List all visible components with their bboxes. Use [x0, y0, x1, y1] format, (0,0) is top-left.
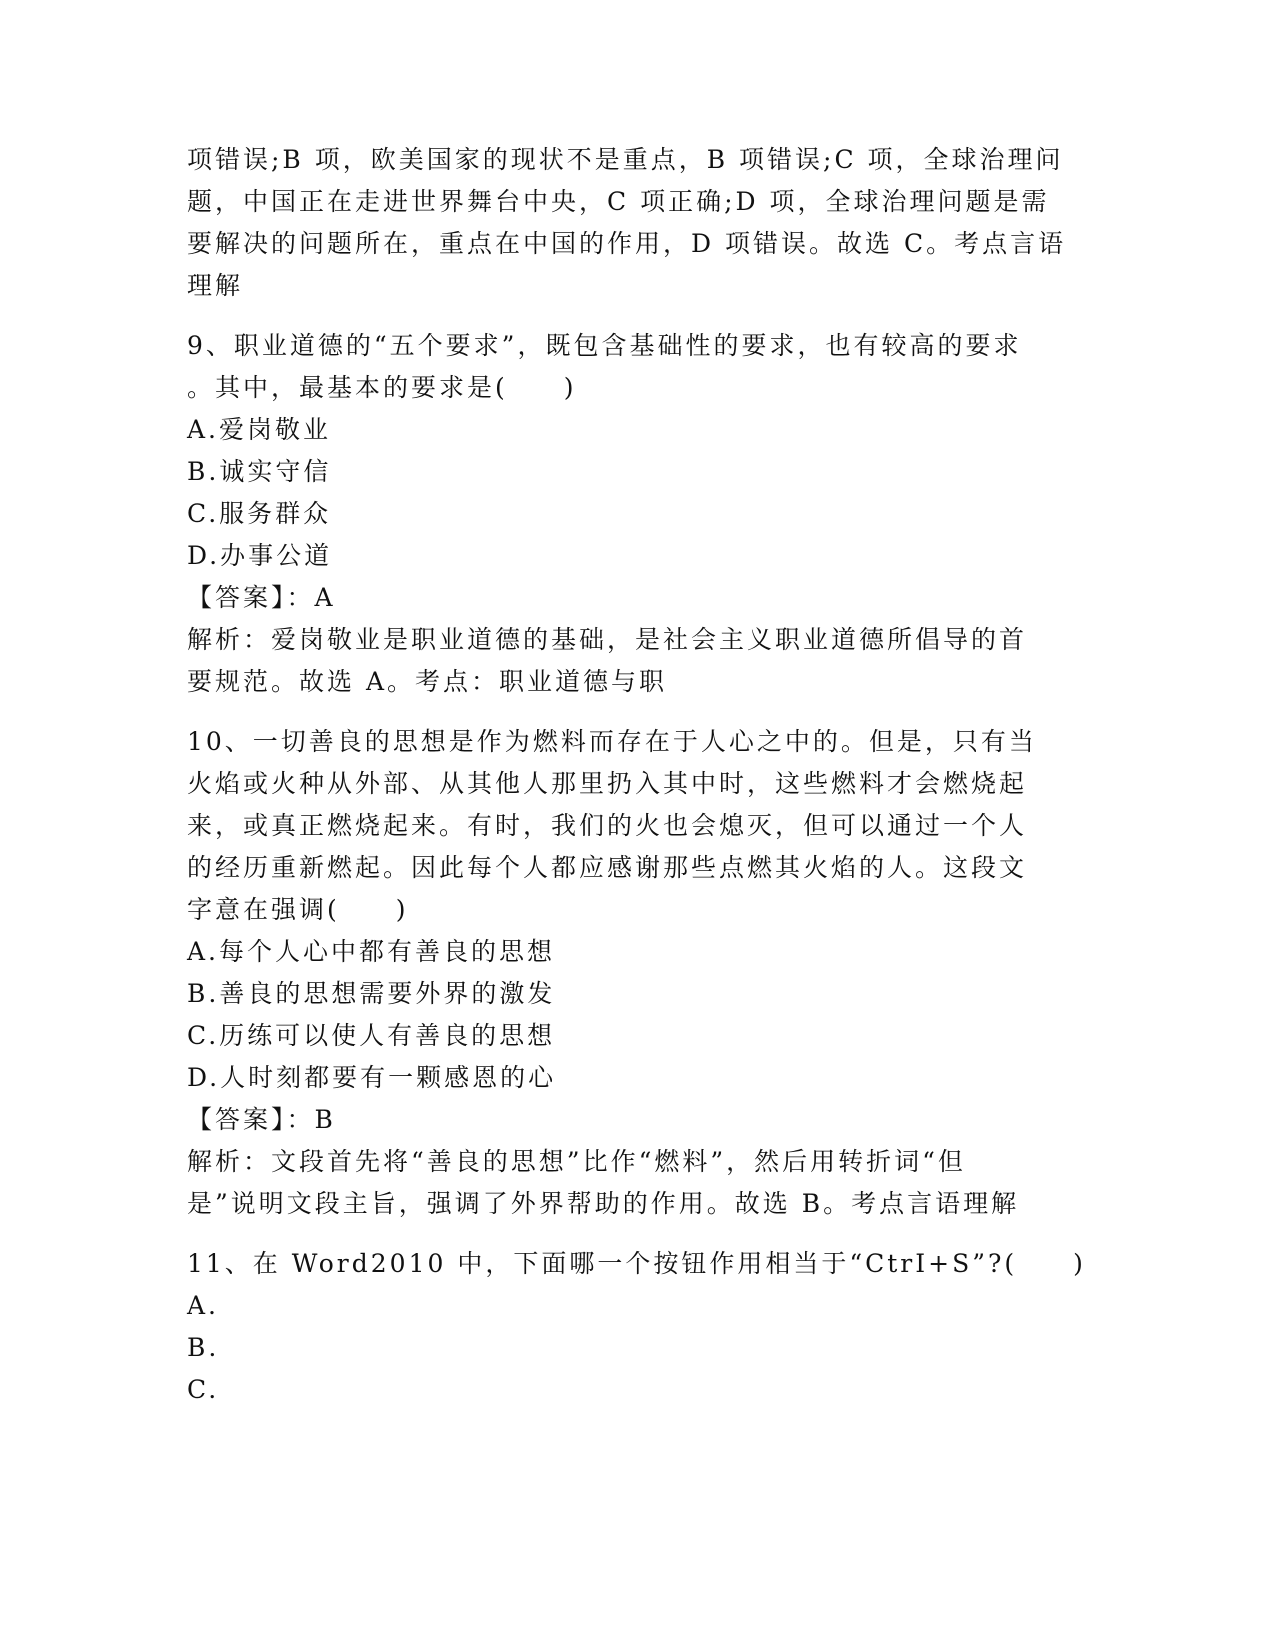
q11-option-c: C. — [187, 1375, 220, 1404]
q10-analysis-line: 解析：文段首先将“善良的思想”比作“燃料”，然后用转折词“但 — [187, 1147, 966, 1176]
q9-stem-line: 9、职业道德的“五个要求”，既包含基础性的要求，也有较高的要求 — [187, 331, 1022, 360]
intro-line: 题，中国正在走进世界舞台中央，C 项正确;D 项，全球治理问题是需 — [187, 187, 1050, 216]
q10-stem-line: 来，或真正燃烧起来。有时，我们的火也会熄灭，但可以通过一个人 — [187, 811, 1028, 840]
intro-line: 要解决的问题所在，重点在中国的作用，D 项错误。故选 C。考点言语 — [187, 229, 1067, 258]
q9-answer: 【答案】：A — [187, 583, 336, 612]
q10-stem-line: 10、一切善良的思想是作为燃料而存在于人心之中的。但是，只有当 — [187, 727, 1037, 756]
q9-analysis-line: 要规范。故选 A。考点：职业道德与职 — [187, 667, 668, 696]
q10-option-d: D.人时刻都要有一颗感恩的心 — [187, 1063, 557, 1092]
q10-answer: 【答案】：B — [187, 1105, 336, 1134]
q9-option-c: C.服务群众 — [187, 499, 332, 528]
q10-option-b: B.善良的思想需要外界的激发 — [187, 979, 556, 1008]
q10-stem-line: 字意在强调( ) — [187, 895, 409, 924]
intro-line: 理解 — [187, 271, 244, 300]
q9-option-a: A.爱岗敬业 — [187, 415, 332, 444]
q9-analysis-line: 解析：爱岗敬业是职业道德的基础，是社会主义职业道德所倡导的首 — [187, 625, 1028, 654]
q10-option-a: A.每个人心中都有善良的思想 — [187, 937, 556, 966]
q9-option-b: B.诚实守信 — [187, 457, 332, 486]
q9-option-d: D.办事公道 — [187, 541, 333, 570]
q10-option-c: C.历练可以使人有善良的思想 — [187, 1021, 556, 1050]
intro-line: 项错误;B 项，欧美国家的现状不是重点，B 项错误;C 项，全球治理问 — [187, 145, 1064, 174]
q10-analysis-line: 是”说明文段主旨，强调了外界帮助的作用。故选 B。考点言语理解 — [187, 1189, 1020, 1218]
q11-stem-line: 11、在 Word2010 中，下面哪一个按钮作用相当于“CtrI+S”?( ) — [187, 1249, 1086, 1278]
q11-option-a: A. — [187, 1291, 220, 1320]
q9-stem-line: 。其中，最基本的要求是( ) — [187, 373, 577, 402]
q10-stem-line: 火焰或火种从外部、从其他人那里扔入其中时，这些燃料才会燃烧起 — [187, 769, 1028, 798]
q11-option-b: B. — [187, 1333, 220, 1362]
q10-stem-line: 的经历重新燃起。因此每个人都应感谢那些点燃其火焰的人。这段文 — [187, 853, 1028, 882]
